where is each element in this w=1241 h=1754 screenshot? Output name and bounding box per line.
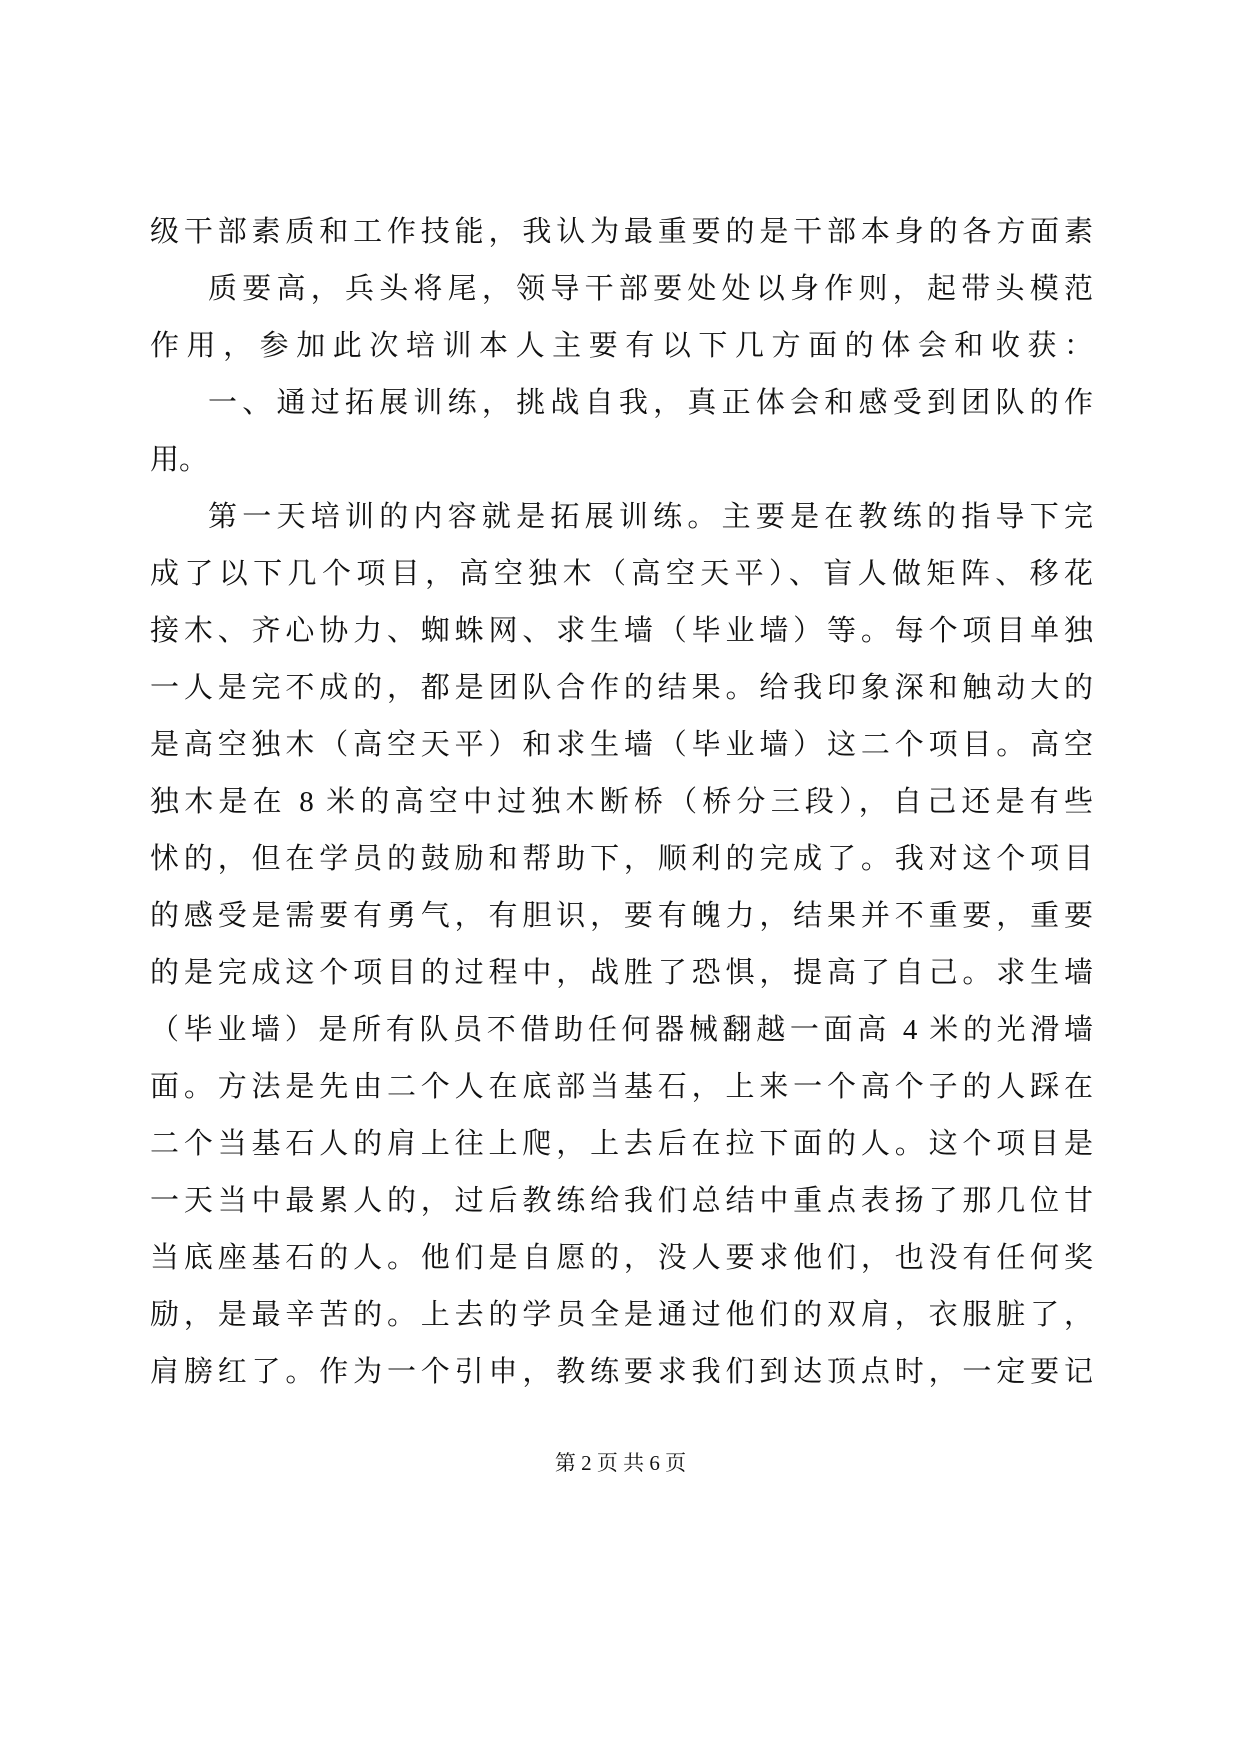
paragraph-line: 怵的，但在学员的鼓励和帮助下，顺利的完成了。我对这个项目 [150, 843, 1093, 875]
paragraph-line: 的感受是需要有勇气，有胆识，要有魄力，结果并不重要，重要 [150, 900, 1093, 932]
page-footer: 第 2 页 共 6 页 [554, 1451, 687, 1475]
paragraph-line: 用。 [150, 444, 209, 476]
paragraph-line: 的是完成这个项目的过程中，战胜了恐惧，提高了自己。求生墙 [150, 957, 1093, 989]
paragraph-line: （毕业墙）是所有队员不借助任何器械翻越一面高 4 米的光滑墙 [150, 1014, 1093, 1046]
paragraph-line: 励，是最辛苦的。上去的学员全是通过他们的双肩，衣服脏了， [150, 1299, 1093, 1331]
paragraph-line: 一天当中最累人的，过后教练给我们总结中重点表扬了那几位甘 [150, 1185, 1093, 1217]
paragraph-line: 独木是在 8 米的高空中过独木断桥（桥分三段），自己还是有些 [150, 786, 1093, 818]
paragraph-line: 作用，参加此次培训本人主要有以下几方面的体会和收获： [150, 330, 1093, 362]
paragraph-line: 肩膀红了。作为一个引申，教练要求我们到达顶点时，一定要记 [150, 1356, 1093, 1388]
paragraph-line: 一、通过拓展训练，挑战自我，真正体会和感受到团队的作 [208, 387, 1093, 419]
paragraph-line: 接木、齐心协力、蜘蛛网、求生墙（毕业墙）等。每个项目单独 [150, 615, 1093, 647]
paragraph-line: 质要高，兵头将尾，领导干部要处处以身作则，起带头模范 [208, 273, 1093, 305]
paragraph-line: 当底座基石的人。他们是自愿的，没人要求他们，也没有任何奖 [150, 1242, 1093, 1274]
paragraph-line: 成了以下几个项目，高空独木（高空天平）、盲人做矩阵、移花 [150, 558, 1093, 590]
paragraph-line: 二个当基石人的肩上往上爬，上去后在拉下面的人。这个项目是 [150, 1128, 1093, 1160]
paragraph-line: 第一天培训的内容就是拓展训练。主要是在教练的指导下完 [208, 501, 1093, 533]
paragraph-line: 是高空独木（高空天平）和求生墙（毕业墙）这二个项目。高空 [150, 729, 1093, 761]
paragraph-line: 面。方法是先由二个人在底部当基石，上来一个高个子的人踩在 [150, 1071, 1093, 1103]
paragraph-line: 级干部素质和工作技能，我认为最重要的是干部本身的各方面素 [150, 216, 1093, 248]
paragraph-line: 一人是完不成的，都是团队合作的结果。给我印象深和触动大的 [150, 672, 1093, 704]
